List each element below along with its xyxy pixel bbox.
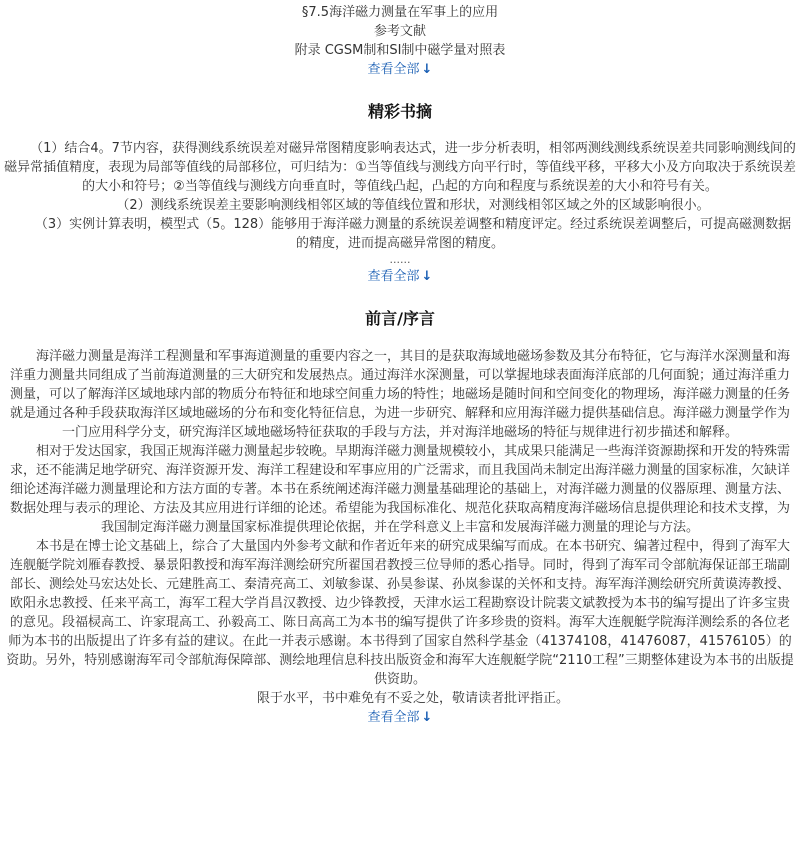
preface-paragraph: 海洋磁力测量是海洋工程测量和军事海道测量的重要内容之一，其目的是获取海域地磁场参数及其分布特征，它与海洋水深测量和海洋重力测量共同组成了当前海道测量的三大研究和发展热点。通过海洋水深测量，可以掌握地球表面海洋底部的几何面貌；通过海洋重力测量，可以了解海洋区域地球内部的物质分布特征和地球空间重力场的特性；地磁场是随时间和空间变化的物理场，海洋磁力测量的任务就是通过各种手段获取海洋区域地磁场的分布和变化特征信息，为进一步研究、解释和应用海洋磁力提供基础信息。海洋磁力测量学作为一门应用科学分支，研究海洋区域地磁场特征获取的手段与方法，并对海洋地磁场的特征与规律进行初步描述和解释。 (9, 349, 790, 440)
see-all-label: 查看全部 (367, 710, 420, 725)
down-arrow-icon: ↓ (421, 269, 433, 284)
preface-see-all-link[interactable] (4, 708, 796, 727)
preface-paragraph: 相对于发达国家，我国正规海洋磁力测量起步较晚。早期海洋磁力测量规模较小，其成果只能满足一些海洋资源勘探和开发的特殊需求，还不能满足地学研究、海洋资源开发、海洋工程建设和军事应用的广泛需求，而且我国尚未制定出海洋磁力测量的国家标准，欠缺详细论述海洋磁力测量理论和方法方面的专著。本书在系统阐述海洋磁力测量基础理论的基础上，对海洋磁力测量的仪器原理、测量方法、数据处理与表示的理论、方法及其应用进行详细的论述。希望能为我国标准化、规范化获取高精度海洋磁场信息提供理论和技术支撑，为我国制定海洋磁力测量国家标准提供理论依据，并在学科意义上丰富和发展海洋磁力测量的理论与方法。 (9, 444, 790, 535)
excerpt-paragraph: （1）结合4。7节内容，获得测线系统误差对磁异常图精度影响表达式，进一步分析表明，相邻两测线测线系统误差共同影响测线间的磁异常插值精度，表现为局部等值线的局部移位，可归结为：①当等值线与测线方向平行时，等值线平移，平移大小及方向取决于系统误差的大小和符号；②当等值线与测线方向垂直时，等值线凸起，凸起的方向和程度与系统误差的大小和符号有关。 (4, 141, 796, 194)
preface-title: 前言/序言 (365, 309, 435, 328)
toc-item: 附录 CGSM制和SI制中磁学量对照表 (294, 43, 506, 58)
preface-paragraph: 限于水平，书中难免有不妥之处，敬请读者批评指正。 (256, 691, 569, 706)
excerpt-ellipsis: ...... (389, 253, 411, 266)
preface-section (4, 306, 796, 727)
excerpt-paragraph: （3）实例计算表明，模型式（5。128）能够用于海洋磁力测量的系统误差调整和精度评定。经过系统误差调整后，可提高磁测数据的精度，进而提高磁异常图的精度。 (34, 217, 792, 251)
toc-section (4, 0, 796, 79)
see-all-label: 查看全部 (367, 62, 420, 77)
see-all-label: 查看全部 (367, 269, 420, 284)
preface-paragraph: 本书是在博士论文基础上，综合了大量国内外参考文献和作者近年来的研究成果编写而成。在本书研究、编著过程中，得到了海军大连舰艇学院刘雁春教授、暴景阳教授和海军海洋测绘研究所翟国君教授三位导师的悉心指导。同时，得到了海军司令部航海保证部王瑞副部长、测绘处马宏达处长、元建胜高工、秦清亮高工、刘敏参谋、孙昊参谋、孙岚参谋的关怀和支持。海军海洋测绘研究所黄谟涛教授、欧阳永忠教授、任来平高工，海军工程大学肖昌汉教授、边少锋教授，天津水运工程勘察设计院裴文斌教授为本书的编写提出了许多宝贵的意见。段福棂高工、许家琨高工、孙毅高工、陈日高高工为本书的编写提供了许多珍贵的资料。海军大连舰艇学院海洋测绘系的各位老师为本书的出版提出了许多有益的建议。在此一并表示感谢。本书得到了国家自然科学基金（41374108，41476087，41576105）的资助。另外，特别感谢海军司令部航海保障部、测绘地理信息科技出版资金和海军大连舰艇学院“2110工程”三期整体建设为本书的出版提供资助。 (6, 539, 794, 687)
excerpt-title: 精彩书摘 (367, 102, 432, 121)
excerpt-paragraph: （2）测线系统误差主要影响测线相邻区域的等值线位置和形状，对测线相邻区域之外的区域影响很小。 (116, 198, 710, 213)
excerpt-see-all-link[interactable] (4, 267, 796, 286)
down-arrow-icon: ↓ (421, 710, 433, 725)
toc-item: 参考文献 (373, 24, 426, 39)
excerpt-section (4, 99, 796, 286)
down-arrow-icon: ↓ (421, 62, 433, 77)
toc-item: §7.5海洋磁力测量在军事上的应用 (301, 5, 499, 20)
toc-see-all-link[interactable] (4, 60, 796, 79)
